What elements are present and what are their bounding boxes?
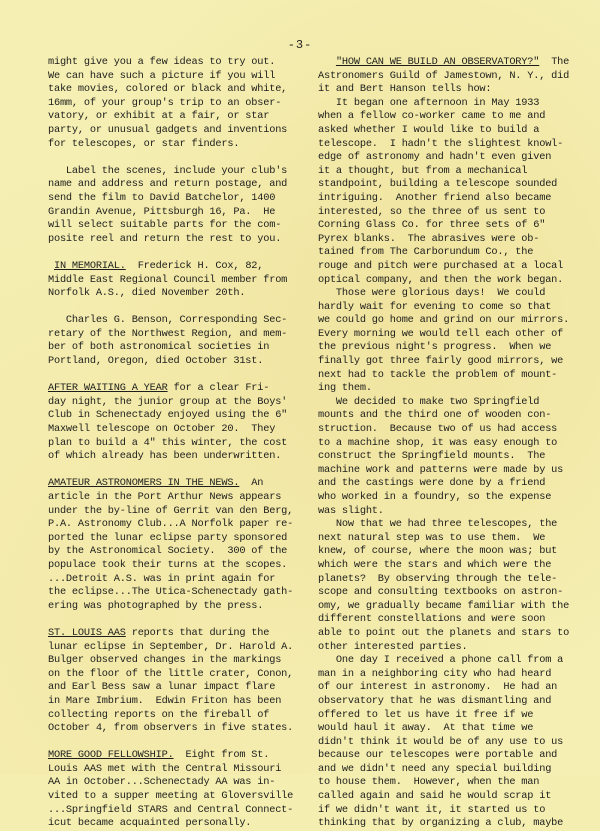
text-line: struction. Because two of us had access [318,423,558,436]
section-heading: AMATEUR ASTRONOMERS IN THE NEWS. [48,477,240,490]
text-line: different constellations and were soon [318,613,546,626]
text-line: called again and said he would scrap it [318,790,552,803]
line-text: for a clear Fri- [167,382,270,395]
text-line: and Earl Bess saw a lunar impact flare [48,681,276,694]
text-line: Charles G. Benson, Corresponding Sec- [48,314,288,327]
text-line: able to point out the planets and stars to [318,626,570,639]
text-line: on the floor of the little crater, Conon, [48,667,294,680]
text-line: interested, so the three of us sent to [318,205,546,218]
text-line: telescope. I hadn't the slightest knowl- [318,137,564,150]
text-line: Astronomers Guild of Jamestown, N. Y., did [318,69,570,82]
text-line: ...Detroit A.S. was in print again for [48,572,276,585]
text-line: 16mm, of your group's trip to an obser- [48,96,282,109]
section-heading: "HOW CAN WE BUILD AN OBSERVATORY?" [335,56,540,68]
text-line: didn't think it would be of any use to us [318,735,564,748]
indent [318,56,336,68]
text-line: will select suitable parts for the com- [48,219,282,232]
text-line: take movies, colored or black and white, [48,83,288,96]
text-line: planets? By observing through the tele- [318,572,558,585]
text-line: Portland, Oregon, died October 31st. [48,355,264,368]
paragraph-gap [48,246,308,260]
line-text: reports that during the [125,626,270,639]
text-line: would haul it away. At that time we [318,722,534,735]
section-heading: ST. LOUIS AAS [48,626,126,639]
text-line: retary of the Northwest Region, and mem- [48,327,288,340]
text-line [48,477,308,491]
text-line: was slight. [318,504,384,517]
text-line: edge of astronomy and hadn't even given [318,151,552,164]
text-line: Bulger observed changes in the markings [48,654,282,667]
text-line [48,260,308,274]
text-line: P.A. Astronomy Club...A Norfolk paper re- [48,518,294,531]
text-line: and the castings were done by a friend [318,477,546,490]
text-line: plan to build a 4" this winter, the cost [48,436,288,449]
text-line: Louis AAS met with the Central Missouri [48,762,282,775]
text-line: Maxwell telescope on October 20. They [48,423,276,436]
text-line: omy, we gradually became familiar with the [318,599,570,612]
text-line: ...Springfield STARS and Central Connect- [48,803,294,816]
text-line: knew, of course, where the moon was; but [318,545,558,558]
text-line: AA in October...Schenectady AA was in- [48,776,276,789]
text-line: populace took their turns at the scopes. [48,558,288,571]
section-heading: MORE GOOD FELLOWSHIP. [48,749,174,762]
text-line: vatory, or exhibit at a fair, or star [48,110,270,123]
paragraph-gap [48,613,308,627]
text-line: It began one afternoon in May 1933 [318,96,540,109]
text-line [48,382,308,396]
text-line: posite reel and return the rest to you. [48,232,282,245]
text-line: if we didn't want it, it started us to [318,803,546,816]
line-text: The [539,56,570,68]
text-line: of our interest in astronomy. He had an [318,681,558,694]
text-line: We decided to make two Springfield [318,395,540,408]
text-line: icut became acquainted personally. [48,817,252,830]
text-line: thinking that by organizing a club, maybe [318,817,564,830]
text-line: might give you a few ideas to try out. [48,56,276,68]
text-line: ering was photographed by the press. [48,599,264,612]
text-line: article in the Port Arthur News appears [48,491,282,503]
text-line: Middle East Regional Council member from [48,273,288,286]
text-line: Grandin Avenue, Pittsburgh 16, Pa. He [48,205,276,218]
text-line: we could go home and grind on our mirrors. [318,314,570,327]
text-line: machine work and patterns were made by us [318,463,564,476]
text-line: Club in Schenectady enjoyed using the 6" [48,409,288,422]
text-line: next natural step was to use them. We [318,531,546,544]
text-line: other interested parties. [318,640,468,653]
line-text: An [239,477,264,490]
text-line: intriguing. Another friend also became [318,191,552,204]
text-line: Corning Glass Co. for three sets of 6" [318,219,546,232]
text-line: hardly wait for evening to come so that [318,300,552,313]
text-line: optical company, and then the work began. [318,273,564,286]
text-line: offered to let us have it free if we [318,708,534,721]
text-line: next had to tackle the problem of mount- [318,368,558,381]
text-line: who worked in a foundry, so the expense [318,491,552,503]
text-line: when a fellow co-worker came to me and [318,110,546,123]
text-line: vited to a supper meeting at Gloversville [48,790,294,803]
text-line: Those were glorious days! We could [318,287,546,300]
text-line: Now that we had three telescopes, the [318,518,558,531]
text-line: the eclipse...The Utica-Schenectady gath- [48,586,294,599]
text-line: mounts and the third one of wooden con- [318,409,552,422]
text-line: it and Bert Hanson tells how: [318,83,492,96]
text-line: name and address and return postage, and [48,178,288,191]
text-line: scope and consulting textbooks on astron- [318,586,564,599]
text-line: tained from The Carborundum Co., the [318,246,534,259]
text-line: the previous night's progress. When we [318,341,552,354]
text-line: Norfolk A.S., died November 20th. [48,287,246,300]
text-line: asked whether I would like to build a [318,123,540,136]
left-column [48,56,308,831]
text-line: observatory that he was dismantling and [318,694,552,707]
text-line: Every morning we would tell each other of [318,327,564,340]
text-line: ber of both astronomical societies in [48,341,270,354]
text-line: by the Astronomical Society. 300 of the [48,545,288,558]
text-line: which were the stars and which were the [318,558,552,571]
text-line: day night, the junior group at the Boys' [48,395,288,408]
paragraph-gap [48,736,308,750]
right-column [318,56,576,831]
text-line: man in a neighboring city who had heard [318,667,552,680]
text-line: finally got three fairly good mirrors, we [318,355,564,368]
text-line: send the film to David Batchelor, 1400 [48,191,276,204]
paragraph-gap [48,151,308,165]
text-line: to a machine shop, it was easy enough to [318,436,558,449]
text-line: it a thought, but from a mechanical [318,164,528,177]
line-text: Eight from St. [173,749,270,762]
text-line: party, or unusual gadgets and inventions [48,123,288,136]
text-line: October 4, from observers in five states. [48,722,294,735]
text-line: of which already has been underwritten. [48,450,282,463]
text-line: Pyrex blanks. The abrasives were ob- [318,232,540,245]
text-line: ing them. [318,382,372,395]
text-line [48,749,308,763]
paragraph-gap [48,369,308,383]
text-line: One day I received a phone call from a [318,654,564,667]
text-line: Label the scenes, include your club's [48,164,288,177]
section-heading: IN MEMORIAL. [53,259,126,272]
text-line [48,627,308,641]
section-heading: AFTER WAITING A YEAR [48,382,168,395]
text-line [318,56,576,70]
text-line: rouge and pitch were purchased at a local [318,259,564,272]
text-line: to house them. However, when the man [318,776,540,789]
text-line: in Mare Imbrium. Edwin Friton has been [48,694,282,707]
text-line: because our telescopes were portable and [318,749,558,762]
line-text: Frederick H. Cox, 82, [125,259,264,272]
page-number: -3- [287,38,313,52]
text-line: We can have such a picture if you will [48,69,276,82]
text-line: construct the Springfield mounts. The [318,450,546,463]
text-line: lunar eclipse in September, Dr. Harold A. [48,640,294,653]
text-line: ported the lunar eclipse party sponsored [48,531,288,544]
text-line: under the by-line of Gerrit van den Berg, [48,504,294,517]
text-line: for telescopes, or star finders. [48,137,240,150]
text-line: standpoint, building a telescope sounded [318,178,558,191]
paragraph-gap [48,301,308,315]
text-line: and we didn't need any special building [318,762,552,775]
text-line: collecting reports on the fireball of [48,708,270,721]
paragraph-gap [48,464,308,478]
